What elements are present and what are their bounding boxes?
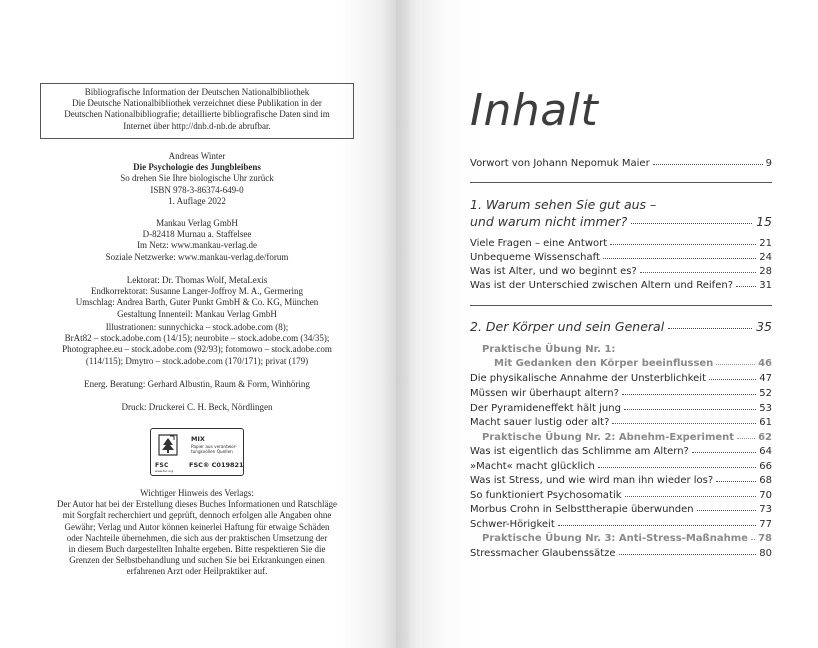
energy-consulting <box>28 379 366 390</box>
book-title: Die Psychologie des Jungbleibens <box>133 162 261 173</box>
toc-entry-title: Schwer-Hörigkeit <box>470 519 555 530</box>
toc-entry-title: Was ist der Unterschied zwischen Altern und Reifen? <box>470 280 734 291</box>
right-page-toc <box>422 0 818 648</box>
publisher-notice <box>28 488 366 578</box>
leader-dots <box>653 156 763 165</box>
toc-entry-title: Was ist eigentlich das Schlimme am Altern? <box>470 446 689 457</box>
toc-page-number: 68 <box>759 475 772 486</box>
leader-dots <box>612 415 756 424</box>
leader-dots <box>716 356 755 365</box>
energy-line: Energ. Beratung: Gerhard Albustin, Raum & Form, Winhöring <box>84 379 310 389</box>
toc-entry-title: Die physikalische Annahme der Unsterblichkeit <box>470 373 707 384</box>
toc-page-number: 62 <box>758 432 772 443</box>
toc-page-number: 78 <box>758 533 772 544</box>
toc-entry[interactable] <box>470 372 772 386</box>
toc-page-number: 64 <box>759 446 772 457</box>
publisher-line: Im Netz: www.mankau-verlag.de <box>137 240 257 251</box>
toc-entry-title: Was ist Alter, und wo beginnt es? <box>470 266 637 277</box>
chapter-1-heading-line-2[interactable] <box>470 213 772 230</box>
fsc-mix: MIX <box>191 435 205 443</box>
leader-dots <box>668 318 752 329</box>
leader-dots <box>737 430 755 439</box>
notice-line: in diesem Buch dargestellten Inhalte ergeben. Bitte respektieren Sie die <box>68 544 326 555</box>
illustration-line: Illustrationen: sunnychicka – stock.adobe.com (8); <box>105 322 289 332</box>
toc-entry-title: Der Pyramideneffekt hält jung <box>470 403 621 414</box>
credit-line: Lektorat: Dr. Thomas Wolf, MetaLexis <box>126 275 268 285</box>
fsc-code: FSC® C019821 <box>189 461 244 469</box>
toc-entry-exercise-3[interactable] <box>482 532 772 546</box>
fsc-label <box>150 428 244 476</box>
leader-dots <box>716 473 756 482</box>
left-page-imprint <box>0 0 396 648</box>
toc-entry-title: So funktioniert Psychosomatik <box>470 490 622 501</box>
leader-dots <box>697 502 757 511</box>
printer-line: Druck: Druckerei C. H. Beck, Nördlingen <box>121 402 273 412</box>
biblio-line: Deutschen Nationalbibliografie; detaillierte bibliografische Daten sind im <box>64 109 330 120</box>
toc-page-number: 9 <box>765 158 772 169</box>
leader-dots <box>736 278 756 287</box>
toc-entry[interactable] <box>470 489 772 503</box>
toc-entry[interactable] <box>470 251 772 265</box>
toc-page-number: 80 <box>759 548 772 559</box>
toc-page-number: 21 <box>759 238 772 249</box>
toc-entry-title: Was ist Stress, und wie wird man ihn wieder los? <box>470 475 714 486</box>
toc-entry[interactable] <box>470 547 772 561</box>
leader-dots <box>598 459 756 468</box>
notice-line: mit Sorgfalt recherchiert und geprüft, dennoch erfolgen alle Angaben ohne <box>62 510 332 521</box>
toc-page-number: 73 <box>759 504 772 515</box>
isbn: ISBN 978-3-86374-649-0 <box>150 184 244 195</box>
credit-line: Endkorrektorat: Susanne Langer-Joffroy M. A., Germering <box>90 286 304 297</box>
leader-dots <box>619 546 757 555</box>
chapter-1-page: 15 <box>756 214 772 229</box>
toc-page-number: 28 <box>759 266 772 277</box>
toc-entry[interactable] <box>470 416 772 430</box>
fsc-logo-text: FSC <box>155 462 169 469</box>
toc-entry-title: Müssen wir überhaupt altern? <box>470 388 619 399</box>
toc-entry-title: Morbus Crohn in Selbsttherapie überwunden <box>470 504 694 515</box>
chapter-1-line-2: und warum nicht immer? <box>470 214 628 229</box>
fsc-tree-icon <box>156 433 180 463</box>
chapter-2-page: 35 <box>756 319 772 334</box>
notice-line: Gewähr; Verlag und Autor können keinerlei Haftung für etwaige Schäden <box>64 521 330 532</box>
toc-entry[interactable] <box>470 503 772 517</box>
leader-dots <box>625 488 757 497</box>
toc-page-number: 70 <box>759 490 772 501</box>
leader-dots <box>558 517 757 526</box>
toc-entry[interactable] <box>470 265 772 279</box>
credits <box>28 275 366 320</box>
credit-line: Umschlag: Andrea Barth, Guter Punkt GmbH & Co. KG, München <box>75 297 319 308</box>
illustration-line: (114/115); Dmytro – stock.adobe.com (170/171); privat (179) <box>85 355 309 366</box>
toc-entry[interactable] <box>470 445 772 459</box>
toc-entry[interactable] <box>470 279 772 293</box>
toc-page-number: 46 <box>758 358 772 369</box>
publisher-line: Mankau Verlag GmbH <box>156 218 238 228</box>
toc-page-number: 66 <box>759 461 772 472</box>
book-info <box>28 151 366 207</box>
section-divider <box>470 305 772 306</box>
bibliographic-info-box <box>40 83 354 139</box>
notice-heading: Wichtiger Hinweis des Verlags: <box>140 488 254 498</box>
book-gutter <box>396 0 422 648</box>
toc-entry[interactable] <box>470 402 772 416</box>
publisher-line: D-82418 Murnau a. Staffelsee <box>142 229 252 240</box>
toc-page-number: 31 <box>759 280 772 291</box>
biblio-line: Die Deutsche Nationalbibliothek verzeichnet diese Publikation in der <box>72 98 322 109</box>
toc-page-number: 77 <box>759 519 772 530</box>
toc-title: Inhalt <box>470 85 599 136</box>
toc-page-number: 24 <box>759 252 772 263</box>
notice-line: oder Nachteile übernehmen, die sich aus der praktischen Umsetzung der <box>66 532 328 543</box>
notice-line: Grenzen der Selbstbehandlung und suchen Sie bei Erkrankungen einen <box>69 555 325 566</box>
toc-entry-title: Stressmacher Glaubenssätze <box>470 548 616 559</box>
biblio-line: Internet über http://dnb.d-nb.de abrufbar. <box>123 120 271 131</box>
leader-dots <box>751 531 755 540</box>
publisher-info <box>28 218 366 263</box>
toc-entry-exercise-1[interactable] <box>494 357 772 371</box>
credit-line: Gestaltung Innenteil: Mankau Verlag GmbH <box>117 308 277 319</box>
toc-entry-title: Unbequeme Wissenschaft <box>470 252 600 263</box>
leader-dots <box>610 236 756 245</box>
author-name: Andreas Winter <box>168 151 226 161</box>
leader-dots <box>709 371 756 380</box>
toc-entry-title: Praktische Übung Nr. 2: Abnehm-Experiment <box>482 432 735 443</box>
toc-entry-title: Macht sauer lustig oder alt? <box>470 417 610 428</box>
toc-entry[interactable] <box>470 387 772 401</box>
toc-entry-foreword[interactable] <box>470 157 772 171</box>
toc-entry-exercise-2[interactable] <box>482 431 772 445</box>
toc-entry[interactable] <box>470 460 772 474</box>
toc-entry[interactable] <box>470 237 772 251</box>
leader-dots <box>603 250 756 259</box>
toc-entry-title: Praktische Übung Nr. 3: Anti-Stress-Maßnahme <box>482 533 748 544</box>
chapter-2-title: 2. Der Körper und sein General <box>470 319 665 334</box>
book-subtitle: So drehen Sie Ihre biologische Uhr zurück <box>120 173 274 184</box>
toc-page-number: 52 <box>759 388 772 399</box>
biblio-line: Bibliografische Information der Deutschen Nationalbibliothek <box>84 87 310 97</box>
fsc-paper-line: Papier aus verantwor- <box>191 444 237 449</box>
fsc-url: www.fsc.org <box>155 469 174 473</box>
illustration-line: Photographee.eu – stock.adobe.com (92/93); fotomowo – stock.adobe.com <box>62 344 332 355</box>
chapter-1-heading[interactable] <box>470 196 772 213</box>
leader-dots <box>624 401 756 410</box>
chapter-2-heading[interactable] <box>470 318 772 335</box>
toc-page-number: 47 <box>759 373 772 384</box>
notice-line: Der Autor hat bei der Erstellung dieses Buches Informationen und Ratschläge <box>57 499 337 510</box>
section-divider <box>470 182 772 183</box>
publisher-line: Soziale Netzwerke: www.mankau-verlag.de/forum <box>105 251 289 262</box>
notice-line: erfahrenen Arzt oder Heilpraktiker auf. <box>126 566 268 577</box>
leader-dots <box>622 386 756 395</box>
chapter-1-line-1: 1. Warum sehen Sie gut aus – <box>470 197 657 212</box>
toc-entry-title: Vorwort von Johann Nepomuk Maier <box>470 158 650 169</box>
illustration-line: BrAt82 – stock.adobe.com (14/15); neurobite – stock.adobe.com (34/35); <box>64 333 330 344</box>
toc-entry[interactable] <box>470 518 772 532</box>
toc-entry-title: Mit Gedanken den Körper beeinflussen <box>494 358 714 369</box>
toc-entry-title: »Macht« macht glücklich <box>470 461 595 472</box>
exercise-1-heading: Praktische Übung Nr. 1: <box>482 344 616 355</box>
toc-entry[interactable] <box>470 474 772 488</box>
toc-page-number: 61 <box>759 417 772 428</box>
fsc-paper-line: tungsvollen Quellen <box>191 449 233 454</box>
leader-dots <box>640 264 757 273</box>
leader-dots <box>631 213 752 224</box>
illustration-credits <box>28 322 366 367</box>
leader-dots <box>692 444 756 453</box>
printer <box>28 402 366 413</box>
edition: 1. Auflage 2022 <box>168 195 226 206</box>
toc-entry-title: Viele Fragen – eine Antwort <box>470 238 608 249</box>
toc-page-number: 53 <box>759 403 772 414</box>
